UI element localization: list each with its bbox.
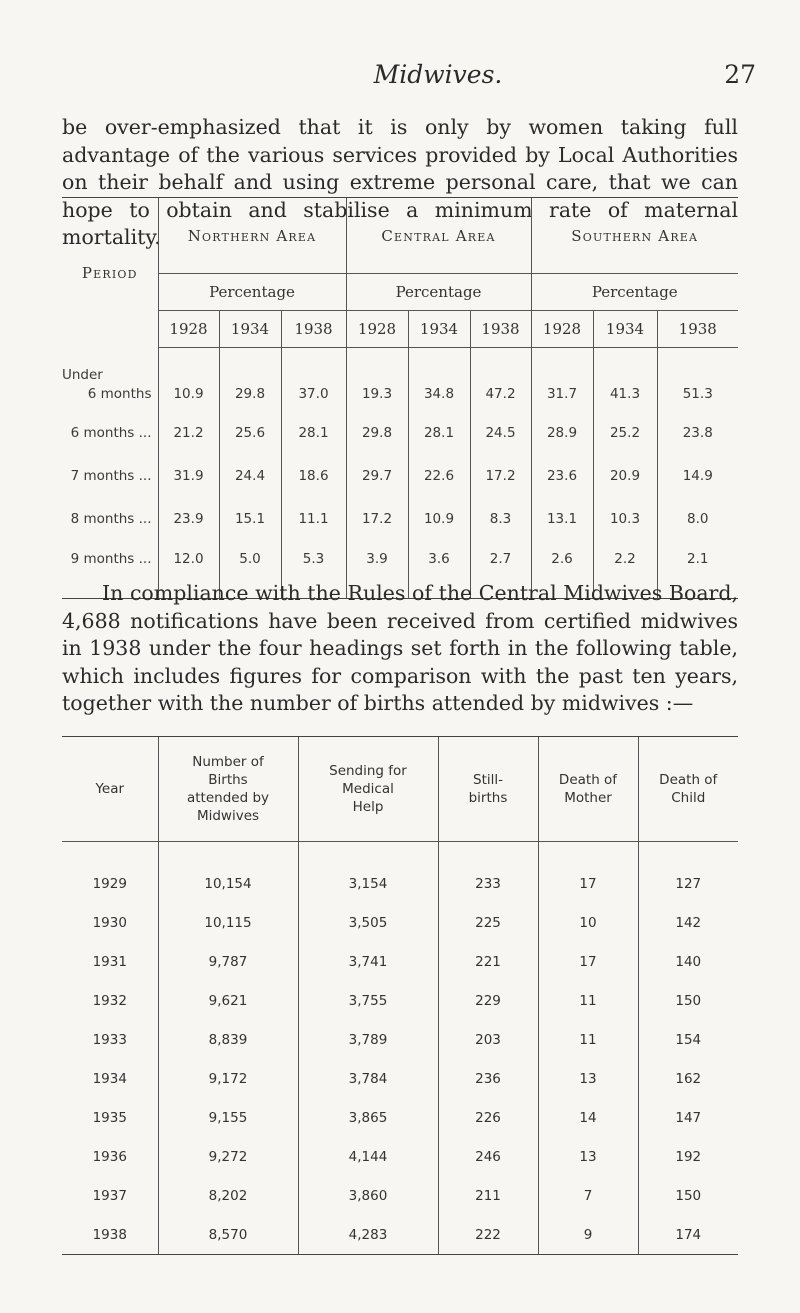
cell: 10.3 [593,498,657,541]
row-label: 6 months ... [70,425,152,441]
stillbirths-cell: 229 [438,981,538,1020]
cell: 12.0 [158,541,219,599]
central-area-header: Central Area [346,198,531,274]
header-line: Number of [192,754,264,770]
medical-help-header [298,737,438,842]
notifications-paragraph: In compliance with the Rules of the Central Midwives Board, 4,688 notifications have been received from certified midwives in 1938 under the four headings set forth in the following table, which includes figures for comparison with the past ten years, together with the number of births attended by midwives :— [62,581,738,715]
table-row [62,412,738,455]
cell: 11.1 [281,498,346,541]
table-row [62,1059,738,1098]
births-cell: 9,272 [158,1137,298,1176]
cell: 8.0 [657,498,738,541]
medical-help-cell: 4,283 [298,1215,438,1255]
stillbirths-cell: 236 [438,1059,538,1098]
year-header: 1928 [158,311,219,348]
medical-help-cell: 3,865 [298,1098,438,1137]
table-row [62,348,738,412]
southern-area-header: Southern Area [531,198,738,274]
table-row [62,498,738,541]
cell: 19.3 [346,348,408,412]
births-cell: 9,621 [158,981,298,1020]
cell: 22.6 [408,455,470,498]
child-deaths-cell: 142 [638,903,738,942]
births-cell: 9,172 [158,1059,298,1098]
child-deaths-cell: 150 [638,1176,738,1215]
southern-percentage-header: Percentage [531,274,738,311]
births-cell: 8,202 [158,1176,298,1215]
central-percentage-header: Percentage [346,274,531,311]
year-cell: 1930 [92,914,127,931]
child-deaths-cell: 127 [638,842,738,904]
row-label-line1: Under [62,366,103,383]
child-deaths-cell: 154 [638,1020,738,1059]
row-label-line2: 6 months [87,385,152,402]
year-header: 1938 [657,311,738,348]
cell: 29.8 [219,348,281,412]
death-of-child-header [638,737,738,842]
row-label: 8 months ... [70,511,152,527]
mother-deaths-cell: 14 [538,1098,638,1137]
table-row [62,981,738,1020]
mother-deaths-cell: 11 [538,1020,638,1059]
cell: 17.2 [470,455,531,498]
row-label: 7 months ... [70,468,152,484]
cell: 2.6 [531,541,593,599]
cell: 8.3 [470,498,531,541]
table-row [62,1215,738,1255]
year-cell: 1935 [92,1109,127,1126]
header-line: Births [208,772,248,788]
births-cell: 10,154 [158,842,298,904]
row-label: 9 months ... [62,541,158,599]
stillbirths-cell: 221 [438,942,538,981]
child-deaths-cell: 162 [638,1059,738,1098]
stillbirths-cell: 233 [438,842,538,904]
header-line: Help [352,799,384,815]
cell: 2.7 [470,541,531,599]
cell: 29.8 [346,412,408,455]
cell: 25.2 [593,412,657,455]
year-header: 1934 [408,311,470,348]
header-line: births [468,790,508,806]
year-header: 1938 [470,311,531,348]
mother-deaths-cell: 10 [538,903,638,942]
child-deaths-cell: 147 [638,1098,738,1137]
mother-deaths-cell: 17 [538,842,638,904]
mother-deaths-cell: 13 [538,1137,638,1176]
year-cell: 1937 [92,1187,127,1204]
year-cell: 1931 [92,953,127,970]
midwives-notifications-table [62,736,738,1255]
mother-deaths-cell: 7 [538,1176,638,1215]
cell: 13.1 [531,498,593,541]
births-cell: 9,787 [158,942,298,981]
header-line: Death of [558,772,618,788]
cell: 34.8 [408,348,470,412]
header-line: Death of [659,772,718,788]
year-header: Year [62,737,158,842]
year-cell: 1933 [92,1031,127,1048]
header-line: Medical [342,781,394,797]
cell: 23.8 [657,412,738,455]
year-cell: 1936 [92,1148,127,1165]
cell: 23.6 [531,455,593,498]
mother-deaths-cell: 17 [538,942,638,981]
cell: 23.9 [158,498,219,541]
births-attended-header [158,737,298,842]
cell: 10.9 [408,498,470,541]
medical-help-cell: 3,789 [298,1020,438,1059]
year-cell: 1932 [92,992,127,1009]
intro-paragraph: be over-emphasized that it is only by women taking full advantage of the various services provided by Local Authorities on their behalf and using extreme personal care, that we can hope to obtain and stabilise a minimum rate of maternal mortality. [62,115,738,249]
table-row [62,1176,738,1215]
page-number: 27 [724,60,756,89]
stillbirths-cell: 225 [438,903,538,942]
table-row [62,903,738,942]
child-deaths-cell: 192 [638,1137,738,1176]
header-line: Child [671,790,706,806]
births-cell: 8,570 [158,1215,298,1255]
cell: 28.1 [408,412,470,455]
medical-help-cell: 3,784 [298,1059,438,1098]
medical-help-cell: 3,741 [298,942,438,981]
cell: 21.2 [158,412,219,455]
cell: 2.1 [657,541,738,599]
header-line: attended by [186,790,269,806]
cell: 3.9 [346,541,408,599]
cell: 14.9 [657,455,738,498]
cell: 31.7 [531,348,593,412]
cell: 15.1 [219,498,281,541]
child-deaths-cell: 140 [638,942,738,981]
northern-percentage-header: Percentage [158,274,346,311]
row-label [62,348,158,412]
medical-help-cell: 3,154 [298,842,438,904]
table-row [62,1137,738,1176]
births-cell: 8,839 [158,1020,298,1059]
cell: 51.3 [657,348,738,412]
stillbirths-cell: 222 [438,1215,538,1255]
northern-area-header: Northern Area [158,198,346,274]
header-line: Sending for [329,763,407,779]
cell: 28.1 [281,412,346,455]
mother-deaths-cell: 9 [538,1215,638,1255]
year-header: 1928 [531,311,593,348]
cell: 17.2 [346,498,408,541]
header-line: Mother [564,790,612,806]
cell: 5.3 [281,541,346,599]
births-cell: 9,155 [158,1098,298,1137]
table-row [62,455,738,498]
table-row [62,1098,738,1137]
cell: 20.9 [593,455,657,498]
year-header: 1934 [593,311,657,348]
cell: 24.5 [470,412,531,455]
stillbirths-cell: 246 [438,1137,538,1176]
page-header [120,60,756,100]
year-header: 1928 [346,311,408,348]
period-header: Period [62,198,158,348]
year-header: 1938 [281,311,346,348]
cell: 3.6 [408,541,470,599]
child-deaths-cell: 150 [638,981,738,1020]
cell: 28.9 [531,412,593,455]
stillbirths-cell: 203 [438,1020,538,1059]
mother-deaths-cell: 13 [538,1059,638,1098]
cell: 5.0 [219,541,281,599]
medical-help-cell: 3,860 [298,1176,438,1215]
year-header: 1934 [219,311,281,348]
cell: 47.2 [470,348,531,412]
medical-help-cell: 4,144 [298,1137,438,1176]
stillbirths-cell: 226 [438,1098,538,1137]
year-cell: 1934 [92,1070,127,1087]
year-cell: 1929 [92,875,127,892]
cell: 25.6 [219,412,281,455]
stillbirths-cell: 211 [438,1176,538,1215]
medical-help-cell: 3,505 [298,903,438,942]
medical-help-cell: 3,755 [298,981,438,1020]
running-title: Midwives. [373,60,503,89]
table-row [62,842,738,904]
mother-deaths-cell: 11 [538,981,638,1020]
gestation-percentage-table [62,197,738,599]
stillbirths-header [438,737,538,842]
cell: 29.7 [346,455,408,498]
year-cell: 1938 [62,1215,158,1255]
table-row [62,1020,738,1059]
table-row [62,942,738,981]
child-deaths-cell: 174 [638,1215,738,1255]
cell: 31.9 [158,455,219,498]
cell: 2.2 [593,541,657,599]
cell: 37.0 [281,348,346,412]
death-of-mother-header [538,737,638,842]
header-line: Midwives [196,808,260,824]
cell: 24.4 [219,455,281,498]
cell: 10.9 [158,348,219,412]
cell: 18.6 [281,455,346,498]
births-cell: 10,115 [158,903,298,942]
header-line: Still- [473,772,503,788]
cell: 41.3 [593,348,657,412]
